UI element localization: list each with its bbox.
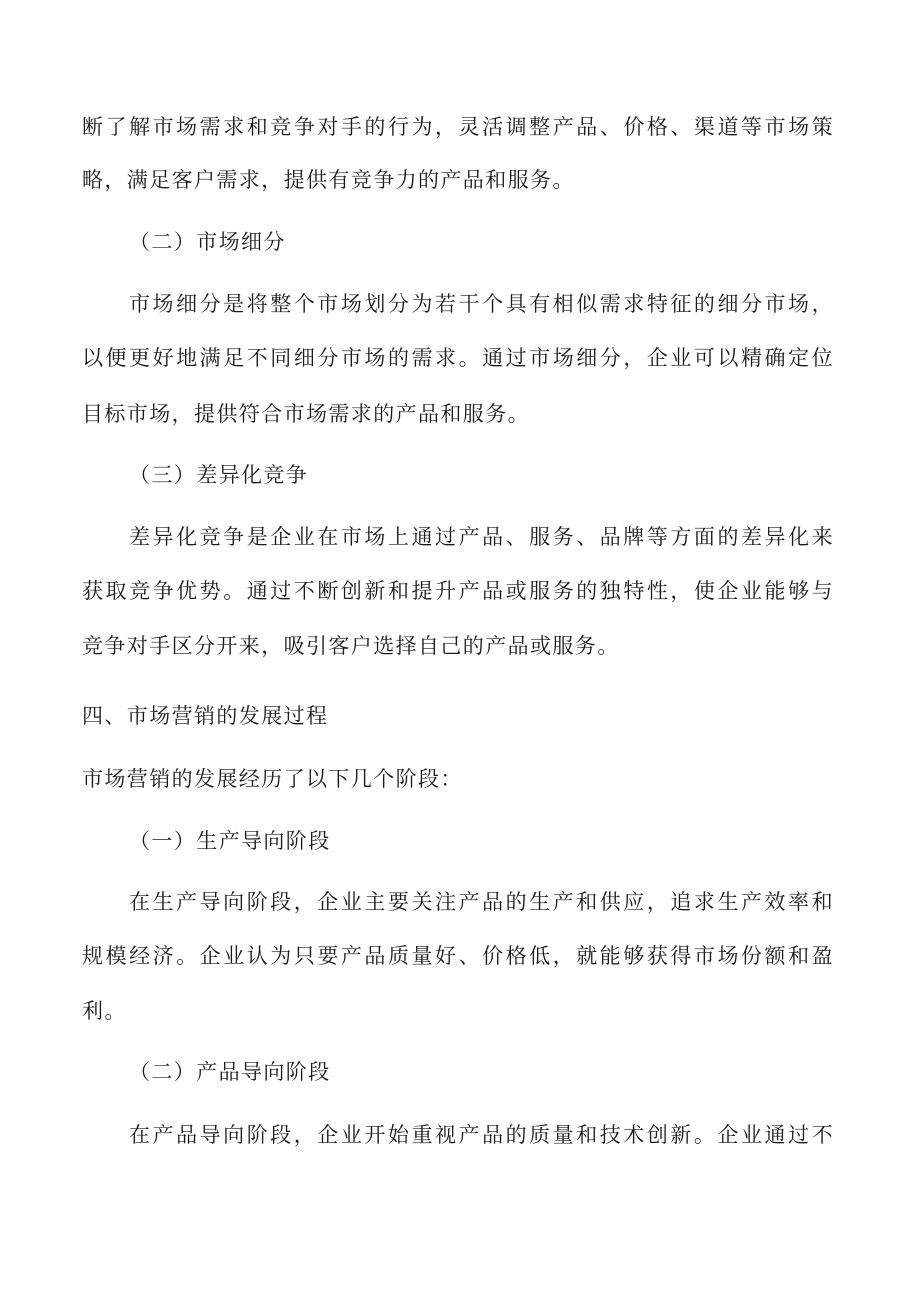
section-subheading: （一）生产导向阶段 [129,829,331,853]
section-heading: 四、市场营销的发展过程 [82,704,329,728]
paragraph-line: 市场细分是将整个市场划分为若干个具有相似需求特征的细分市场， [129,292,834,316]
section-subheading: （二）产品导向阶段 [129,1060,331,1084]
paragraph-line: 断了解市场需求和竞争对手的行为，灵活调整产品、价格、渠道等市场策 [82,115,834,139]
paragraph-line: 差异化竞争是企业在市场上通过产品、服务、品牌等方面的差异化来 [129,525,834,549]
paragraph-line: 市场营销的发展经历了以下几个阶段： [82,767,463,791]
paragraph-line: 在产品导向阶段，企业开始重视产品的质量和技术创新。企业通过不 [129,1123,834,1147]
paragraph-line: 以便更好地满足不同细分市场的需求。通过市场细分，企业可以精确定位 [82,346,834,370]
paragraph-line: 获取竞争优势。通过不断创新和提升产品或服务的独特性，使企业能够与 [82,579,834,603]
paragraph-line: 竞争对手区分开来，吸引客户选择自己的产品或服务。 [82,634,620,658]
paragraph-line: 规模经济。企业认为只要产品质量好、价格低，就能够获得市场份额和盈 [82,944,834,968]
paragraph-line: 利。 [82,999,127,1023]
section-subheading: （二）市场细分 [129,230,286,254]
paragraph-line: 目标市场，提供符合市场需求的产品和服务。 [82,402,530,426]
paragraph-line: 在生产导向阶段，企业主要关注产品的生产和供应，追求生产效率和 [129,890,834,914]
section-subheading: （三）差异化竞争 [129,463,309,487]
paragraph-line: 略，满足客户需求，提供有竞争力的产品和服务。 [82,168,575,192]
